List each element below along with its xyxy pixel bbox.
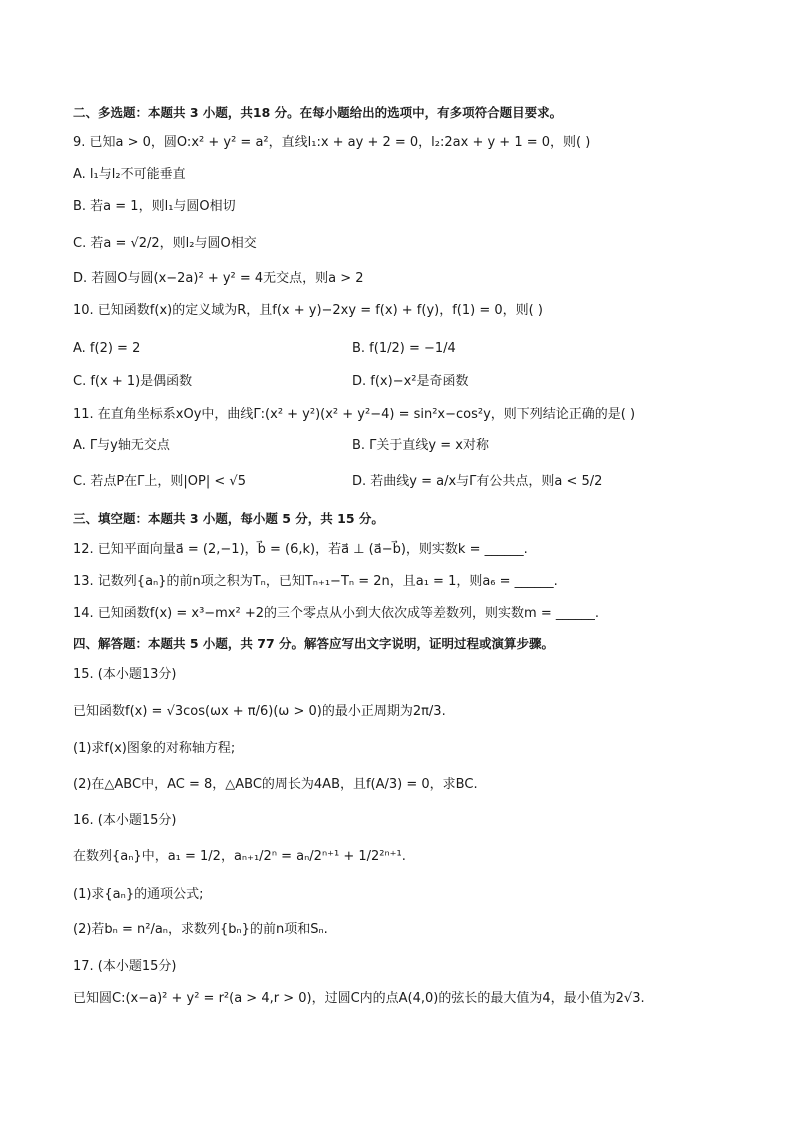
q15-stem: 已知函数f(x) = √3cos(ωx + π/6)(ω > 0)的最小正周期为2π/3. — [73, 704, 446, 719]
q16-title: 16. (本小题15分) — [73, 813, 177, 828]
q16-part1: (1)求{aₙ}的通项公式; — [73, 887, 204, 902]
q9-stem: 9. 已知a > 0，圆O:x² + y² = a²，直线l₁:x + ay + 2 = 0，l₂:2ax + y + 1 = 0，则( ) — [73, 135, 591, 150]
q11-option-d: D. 若曲线y = a/x与Γ有公共点，则a < 5/2 — [352, 474, 603, 489]
q11-stem: 11. 在直角坐标系xOy中，曲线Γ:(x² + y²)(x² + y²−4) = sin²x−cos²y，则下列结论正确的是( ) — [73, 407, 636, 422]
q11-option-b: B. Γ关于直线y = x对称 — [352, 438, 489, 453]
q9-option-c: C. 若a = √2/2，则l₂与圆O相交 — [73, 236, 257, 251]
q13-stem: 13. 记数列{aₙ}的前n项之积为Tₙ，已知Tₙ₊₁−Tₙ = 2n，且a₁ = 1，则a₆ = ______. — [73, 574, 558, 589]
q12-stem: 12. 已知平面向量a⃗ = (2,−1)，b⃗ = (6,k)，若a⃗ ⊥ (a⃗−b⃗)，则实数k = ______. — [73, 542, 528, 557]
q11-option-c: C. 若点P在Γ上，则|OP| < √5 — [73, 474, 246, 489]
q10-option-c: C. f(x + 1)是偶函数 — [73, 374, 193, 389]
multi-choice-section-header: 二、多选题：本题共 3 小题，共18 分。在每小题给出的选项中，有多项符合题目要求。 — [73, 105, 563, 120]
q11-option-a: A. Γ与y轴无交点 — [73, 438, 170, 453]
q17-title: 17. (本小题15分) — [73, 959, 177, 974]
q16-part2: (2)若bₙ = n²/aₙ，求数列{bₙ}的前n项和Sₙ. — [73, 922, 328, 937]
q10-stem: 10. 已知函数f(x)的定义域为R，且f(x + y)−2xy = f(x) + f(y)，f(1) = 0，则( ) — [73, 303, 543, 318]
q17-stem: 已知圆C:(x−a)² + y² = r²(a > 4,r > 0)，过圆C内的点A(4,0)的弦长的最大值为4，最小值为2√3. — [73, 991, 645, 1006]
q14-stem: 14. 已知函数f(x) = x³−mx² +2的三个零点从小到大依次成等差数列，则实数m = ______. — [73, 606, 599, 621]
q15-part1: (1)求f(x)图象的对称轴方程; — [73, 741, 236, 756]
q10-option-b: B. f(1/2) = −1/4 — [352, 341, 456, 356]
q10-option-d: D. f(x)−x²是奇函数 — [352, 374, 469, 389]
solve-section-header: 四、解答题：本题共 5 小题，共 77 分。解答应写出文字说明，证明过程或演算步骤。 — [73, 636, 555, 651]
q15-title: 15. (本小题13分) — [73, 667, 177, 682]
q9-option-a: A. l₁与l₂不可能垂直 — [73, 167, 186, 182]
fill-blank-section-header: 三、填空题：本题共 3 小题，每小题 5 分，共 15 分。 — [73, 511, 384, 526]
q10-option-a: A. f(2) = 2 — [73, 341, 141, 356]
q9-option-b: B. 若a = 1，则l₁与圆O相切 — [73, 199, 236, 214]
q15-part2: (2)在△ABC中，AC = 8，△ABC的周长为4AB，且f(A/3) = 0，求BC. — [73, 777, 478, 792]
q16-stem: 在数列{aₙ}中，a₁ = 1/2，aₙ₊₁/2ⁿ = aₙ/2ⁿ⁺¹ + 1/2²ⁿ⁺¹. — [73, 849, 406, 864]
q9-option-d: D. 若圆O与圆(x−2a)² + y² = 4无交点，则a > 2 — [73, 271, 364, 286]
